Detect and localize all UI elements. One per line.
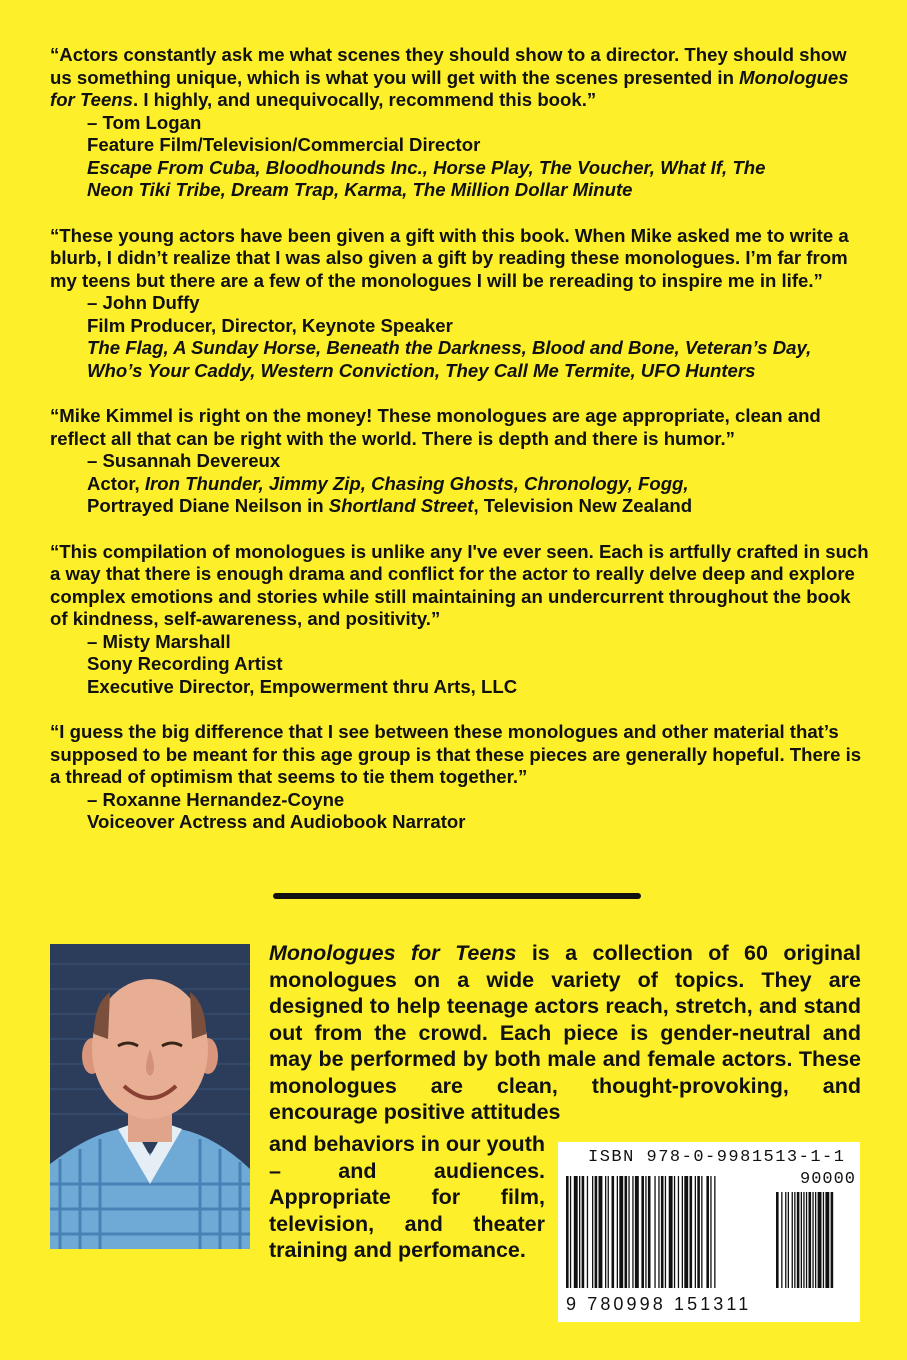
review-susannah-devereux xyxy=(50,405,870,518)
reviewer-name: – Susannah Devereux xyxy=(87,450,281,471)
barcode-addon-bar xyxy=(797,1192,800,1288)
barcode-bar xyxy=(612,1176,615,1288)
barcode-addon-bar xyxy=(823,1192,824,1288)
barcode-bar xyxy=(674,1176,675,1288)
reviewer-name: – Roxanne Hernandez-Coyne xyxy=(87,788,345,810)
barcode-addon-bar xyxy=(794,1192,795,1288)
barcode-addon-bar xyxy=(806,1192,807,1288)
barcode-bar xyxy=(710,1176,711,1288)
reviewer-name: – John Duffy xyxy=(87,292,200,313)
barcode-bar xyxy=(714,1176,715,1288)
reviews-section xyxy=(50,44,870,857)
barcode-bar xyxy=(701,1176,702,1288)
barcode-addon-bar xyxy=(776,1192,779,1288)
review-quote: “Actors constantly ask me what scenes they should show to a director. They should show us something unique, which is what you will get with the scenes presented in Monologues for Teens. I highly, and unequivocally, recommend this book.” xyxy=(50,44,849,110)
barcode-bar xyxy=(654,1176,655,1288)
reviewer-role: Actor, Iron Thunder, Jimmy Zip, Chasing Ghosts, Chronology, Fogg, xyxy=(87,472,689,494)
review-quote: “These young actors have been given a gift with this book. When Mike asked me to write a blurb, I didn’t realize that I was also given a gift by reading these monologues. I’m far from my teens but there are a few of the monologues I will be rereading to inspire me in life.” xyxy=(50,224,849,291)
barcode-bar xyxy=(570,1176,571,1288)
barcode-bar xyxy=(574,1176,578,1288)
reviewer-credits: Escape From Cuba, Bloodhounds Inc., Horse Play, The Voucher, What If, The Neon Tiki Tribe, Dream Trap, Karma, The Million Dollar Minute xyxy=(87,156,766,200)
book-title-inline: Monologues for Teens xyxy=(50,66,849,110)
barcode-bar xyxy=(599,1176,603,1288)
barcode-bar xyxy=(587,1176,588,1288)
reviewer-credits: The Flag, A Sunday Horse, Beneath the Darkness, Blood and Bone, Veteran’s Day, Who’s Your Caddy, Western Conviction, They Call Me Termite, UFO Hunters xyxy=(87,337,812,381)
barcode-bar xyxy=(617,1176,618,1288)
barcode-bar xyxy=(678,1176,679,1288)
barcode-addon-bar xyxy=(785,1192,786,1288)
isbn-text: ISBN 978-0-9981513-1-1 xyxy=(588,1148,846,1167)
barcode-bar xyxy=(706,1176,709,1288)
review-john-duffy xyxy=(50,225,870,383)
barcode-addon-bar xyxy=(818,1192,822,1288)
barcode-addon-bar xyxy=(792,1192,793,1288)
price-code: 90000 xyxy=(800,1170,857,1189)
barcode-bar xyxy=(605,1176,606,1288)
author-portrait-illustration xyxy=(50,944,250,1249)
barcode-bar xyxy=(632,1176,633,1288)
barcode-addon-bar xyxy=(788,1192,789,1288)
barcode-bar xyxy=(582,1176,585,1288)
barcode-addon-bar xyxy=(825,1192,829,1288)
reviewer-role: Film Producer, Director, Keynote Speaker xyxy=(87,314,453,336)
barcode-bar xyxy=(648,1176,651,1288)
review-quote: “Mike Kimmel is right on the money! These monologues are age appropriate, clean and reflect all that can be right with the world. There is depth and there is humor.” xyxy=(50,405,821,449)
reviewer-role-extra: Portrayed Diane Neilson in Shortland Street, Television New Zealand xyxy=(87,495,693,516)
book-title: Monologues for Teens xyxy=(269,941,517,965)
barcode-bar xyxy=(658,1176,659,1288)
barcode-bar xyxy=(697,1176,700,1288)
barcode-bar xyxy=(595,1176,598,1288)
review-quote: “This compilation of monologues is unlike any I've ever seen. Each is artfully crafted in such a way that there is enough drama and conflict for the actor to really delve deep and explore complex emotions and stories while still maintaining an undercurrent throughout the book of kindness, self-awareness, and positivity.” xyxy=(50,540,869,629)
barcode-addon-bar xyxy=(803,1192,804,1288)
barcode-bar xyxy=(645,1176,646,1288)
reviewer-name: – Misty Marshall xyxy=(87,630,231,652)
barcode-bar xyxy=(566,1176,569,1288)
review-roxanne-hernandez-coyne xyxy=(50,721,870,834)
reviewer-role: Feature Film/Television/Commercial Director xyxy=(87,134,481,155)
review-quote: “I guess the big difference that I see between these monologues and other material that’s supposed to be meant for this age group is that these pieces are generally hopeful. There is a thread of optimism that seems to tie them together.” xyxy=(50,721,862,787)
barcode-bar xyxy=(682,1176,683,1288)
section-divider xyxy=(273,893,641,899)
barcode-addon-bar xyxy=(812,1192,813,1288)
barcode-bar xyxy=(628,1176,629,1288)
barcode-bar xyxy=(641,1176,644,1288)
barcode-bar xyxy=(669,1176,673,1288)
barcode-bar xyxy=(608,1176,609,1288)
barcode-bar xyxy=(579,1176,580,1288)
barcode-addon-bar xyxy=(809,1192,812,1288)
barcode-bar xyxy=(635,1176,639,1288)
review-misty-marshall xyxy=(50,541,870,699)
barcode-addon-bar xyxy=(831,1192,834,1288)
book-description-continued: and behaviors in our youth – and audiences. Appropriate for film, television, and theater training and perfomance. xyxy=(269,1132,545,1262)
review-tom-logan xyxy=(50,44,870,202)
barcode-digits: 9 780998 151311 xyxy=(566,1294,752,1314)
barcode-addon-bar xyxy=(815,1192,816,1288)
barcode-bar xyxy=(661,1176,664,1288)
reviewer-role: Sony Recording Artist xyxy=(87,653,283,674)
barcode-bar xyxy=(690,1176,693,1288)
reviewer-credits: Iron Thunder, Jimmy Zip, Chasing Ghosts, Chronology, Fogg, xyxy=(144,472,689,494)
barcode-bar xyxy=(684,1176,688,1288)
reviewer-role: Voiceover Actress and Audiobook Narrator xyxy=(87,811,466,832)
reviewer-role-2: Executive Director, Empowerment thru Arts, LLC xyxy=(87,675,518,697)
barcode-addon-bar xyxy=(781,1192,782,1288)
barcode-addon-bar xyxy=(801,1192,802,1288)
book-description: Monologues for Teens is a collection of 60 original monologues on a wide variety of topics. They are designed to help teenage actors reach, stretch, and stand out from the crowd. Each piece is gender-neutral and may be performed by both male and female actors. These monologues are clean, thought-provoking, and encourage positive attitudes xyxy=(269,941,861,1124)
barcode-bar xyxy=(592,1176,593,1288)
author-photo xyxy=(50,944,250,1249)
isbn-barcode xyxy=(558,1142,860,1322)
barcode-bar xyxy=(665,1176,666,1288)
show-title: Shortland Street xyxy=(328,495,474,516)
barcode-bar xyxy=(695,1176,696,1288)
reviewer-name: – Tom Logan xyxy=(87,111,202,133)
barcode-bar xyxy=(619,1176,623,1288)
barcode-bar xyxy=(625,1176,628,1288)
